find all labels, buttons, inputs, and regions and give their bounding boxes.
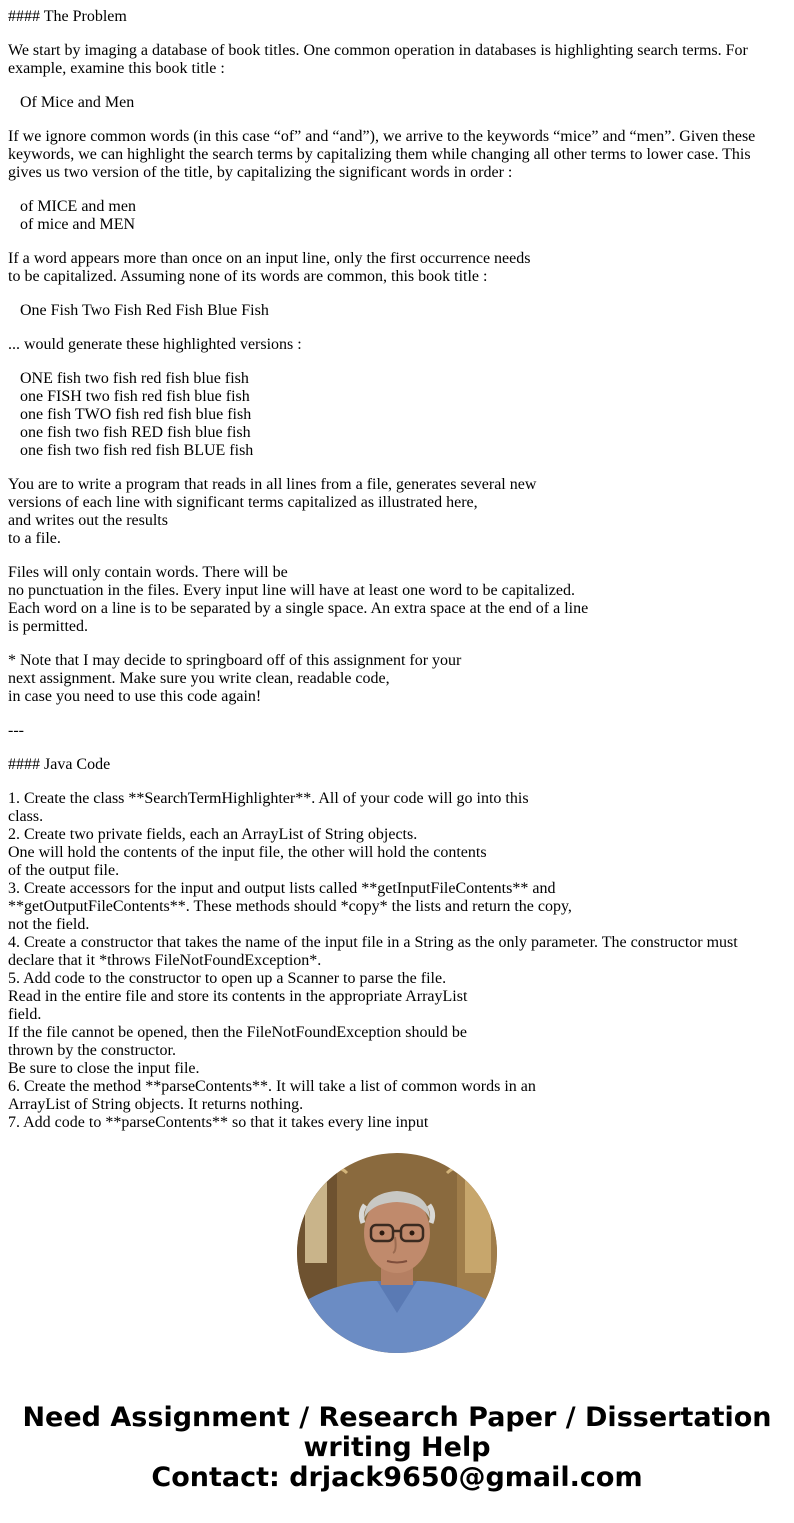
text-line: #### The Problem	[8, 8, 127, 25]
text-line: versions of each line with significant terms capitalized as illustrated here,	[8, 494, 478, 511]
text-line: 4. Create a constructor that takes the name of the input file in a String as the only parameter. The constructor must	[8, 934, 738, 951]
text-line: one fish two fish RED fish blue fish	[8, 424, 251, 441]
text-line: One will hold the contents of the input file, the other will hold the contents	[8, 844, 487, 861]
text-line: example, examine this book title :	[8, 60, 225, 77]
text-line: to be capitalized. Assuming none of its words are common, this book title :	[8, 268, 488, 285]
paragraph-gap	[8, 112, 778, 128]
text-line: If the file cannot be opened, then the FileNotFoundException should be	[8, 1024, 467, 1041]
text-line: 7. Add code to **parseContents** so that it takes every line input	[8, 1114, 429, 1131]
paragraph	[8, 198, 778, 234]
paragraph	[8, 652, 778, 706]
paragraph-gap	[8, 548, 778, 564]
text-line: #### Java Code	[8, 756, 111, 773]
text-line: to a file.	[8, 530, 61, 547]
paragraph-gap	[8, 286, 778, 302]
text-line: 1. Create the class **SearchTermHighlighter**. All of your code will go into this	[8, 790, 529, 807]
text-line: keywords, we can highlight the search terms by capitalizing them while changing all other terms to lower case. This	[8, 146, 751, 163]
text-line: 6. Create the method **parseContents**. It will take a list of common words in an	[8, 1078, 536, 1095]
text-line: ONE fish two fish red fish blue fish	[8, 370, 249, 387]
promo-banner	[0, 1403, 794, 1493]
paragraph	[8, 564, 778, 636]
text-line: thrown by the constructor.	[8, 1042, 176, 1059]
text-line: We start by imaging a database of book titles. One common operation in databases is highlighting search terms. For	[8, 42, 748, 59]
author-avatar	[297, 1153, 497, 1353]
document-body	[8, 8, 778, 1131]
text-line: one FISH two fish red fish blue fish	[8, 388, 250, 405]
paragraph-gap	[8, 460, 778, 476]
text-line: * Note that I may decide to springboard off of this assignment for your	[8, 652, 462, 669]
promo-line-1: Need Assignment / Research Paper / Dissertation	[22, 1402, 772, 1433]
paragraph-gap	[8, 26, 778, 42]
paragraph	[8, 756, 778, 774]
text-line: field.	[8, 1006, 42, 1023]
text-line: gives us two version of the title, by capitalizing the significant words in order :	[8, 164, 513, 181]
paragraph	[8, 42, 778, 78]
paragraph-gap	[8, 234, 778, 250]
paragraph	[8, 336, 778, 354]
paragraph	[8, 94, 778, 112]
text-line: ---	[8, 722, 24, 739]
text-line: in case you need to use this code again!	[8, 688, 262, 705]
paragraph	[8, 8, 778, 26]
paragraph	[8, 302, 778, 320]
text-line: 2. Create two private fields, each an ArrayList of String objects.	[8, 826, 418, 843]
paragraph	[8, 722, 778, 740]
text-line: **getOutputFileContents**. These methods should *copy* the lists and return the copy,	[8, 898, 572, 915]
text-line: not the field.	[8, 916, 90, 933]
text-line: of mice and MEN	[8, 216, 136, 233]
text-line: of MICE and men	[8, 198, 136, 215]
text-line: 5. Add code to the constructor to open up a Scanner to parse the file.	[8, 970, 447, 987]
text-line: no punctuation in the files. Every input line will have at least one word to be capitalized.	[8, 582, 575, 599]
paragraph	[8, 370, 778, 460]
text-line: Of Mice and Men	[8, 94, 135, 111]
text-line: Each word on a line is to be separated by a single space. An extra space at the end of a line	[8, 600, 589, 617]
paragraph-gap	[8, 182, 778, 198]
paragraph	[8, 790, 778, 1132]
paragraph	[8, 476, 778, 548]
text-line: ... would generate these highlighted versions :	[8, 336, 302, 353]
promo-contact: Contact: drjack9650@gmail.com	[151, 1462, 643, 1493]
text-line: ArrayList of String objects. It returns nothing.	[8, 1096, 304, 1113]
paragraph-gap	[8, 354, 778, 370]
text-line: Be sure to close the input file.	[8, 1060, 200, 1077]
paragraph-gap	[8, 636, 778, 652]
text-line: and writes out the results	[8, 512, 168, 529]
paragraph-gap	[8, 774, 778, 790]
text-line: declare that it *throws FileNotFoundException*.	[8, 952, 322, 969]
text-line: one fish two fish red fish BLUE fish	[8, 442, 254, 459]
text-line: You are to write a program that reads in all lines from a file, generates several new	[8, 476, 537, 493]
text-line: If a word appears more than once on an input line, only the first occurrence needs	[8, 250, 531, 267]
text-line: Files will only contain words. There will be	[8, 564, 288, 581]
paragraph	[8, 250, 778, 286]
text-line: one fish TWO fish red fish blue fish	[8, 406, 252, 423]
text-line: next assignment. Make sure you write clean, readable code,	[8, 670, 390, 687]
paragraph-gap	[8, 78, 778, 94]
text-line: One Fish Two Fish Red Fish Blue Fish	[8, 302, 269, 319]
text-line: 3. Create accessors for the input and output lists called **getInputFileContents** and	[8, 880, 556, 897]
text-line: of the output file.	[8, 862, 120, 879]
paragraph	[8, 128, 778, 182]
text-line: class.	[8, 808, 44, 825]
person-portrait-icon	[297, 1153, 497, 1353]
paragraph-gap	[8, 740, 778, 756]
text-line: is permitted.	[8, 618, 88, 635]
text-line: If we ignore common words (in this case “of” and “and”), we arrive to the keywords “mice” and “men”. Given these	[8, 128, 756, 145]
paragraph-gap	[8, 706, 778, 722]
text-line: Read in the entire file and store its contents in the appropriate ArrayList	[8, 988, 468, 1005]
paragraph-gap	[8, 320, 778, 336]
promo-line-2: writing Help	[303, 1432, 491, 1463]
